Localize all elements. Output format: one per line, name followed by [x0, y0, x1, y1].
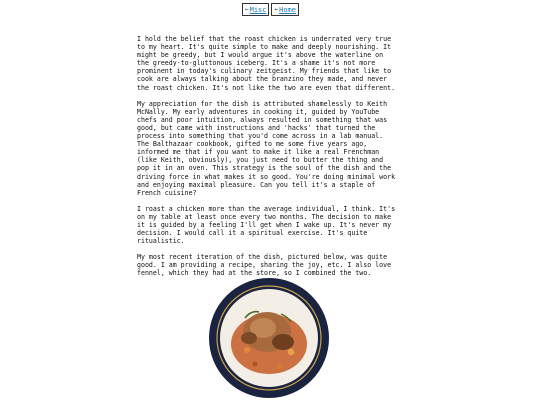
- arrow-left-icon: ←: [274, 6, 279, 13]
- sauce-vegetable: [288, 349, 295, 356]
- sauce-vegetable: [253, 362, 258, 367]
- sauce-vegetable: [244, 347, 250, 353]
- article-paragraph: My most recent iteration of the dish, pictured below, was quite good. I am providing a recipe, sharing the joy, etc. I also love fennel, which they had at the store, so I combined the two.: [137, 253, 392, 278]
- home-button[interactable]: [271, 3, 298, 16]
- plate-illustration: [209, 278, 329, 398]
- arrow-left-icon: ←: [245, 6, 249, 13]
- article-paragraph: My appreciation for the dish is attributed shamelessly to Keith McNally. My early adventures in cooking it, guided by YouTube chefs and poor intuition, always resulted in something that was good, but came with instructions and 'hacks' that turned the process into something that you'd come across in a lab manual. The Balthazaar cookbook, gifted to me some five years ago, informed me that if you want to make it like a real Frenchman (like Keith, obviously), you just need to butter the thing and pop it in an oven. This strategy is the soul of the dish and the driving force in what makes it so good. You're doing minimal work and enjoying maximal pleasure. Can you tell it's a staple of French cuisine?: [137, 99, 396, 197]
- nav-bar: [242, 3, 299, 16]
- home-link[interactable]: Home: [279, 5, 296, 14]
- article-paragraph: I roast a chicken more than the average individual, I think. It's on my table at least once every two months. The decision to make it is guided by a feeling I'll get when I wake up. It's never my decision. I would call it a spiritual exercise. It's quite ritualistic.: [137, 204, 396, 246]
- chicken-leg: [272, 334, 294, 350]
- chicken-wing: [241, 332, 257, 344]
- article-body: [137, 35, 412, 286]
- misc-button[interactable]: [242, 3, 269, 16]
- roast-chicken-photo: [209, 278, 329, 398]
- sauce-vegetable: [276, 363, 281, 368]
- article-paragraph: I hold the belief that the roast chicken is underrated very true to my heart. It's quite simple to make and deeply nourishing. It might be greedy, but I would argue it's above the waterline on the greedy-to-gluttonous iceberg. It's a shame it's not more prominent in today's culinary zeitgeist. My friends that like to cook are always talking about the branzino they made, and never the roast chicken. It's not like the two are even that different.: [137, 35, 396, 92]
- misc-link[interactable]: Misc: [249, 5, 267, 14]
